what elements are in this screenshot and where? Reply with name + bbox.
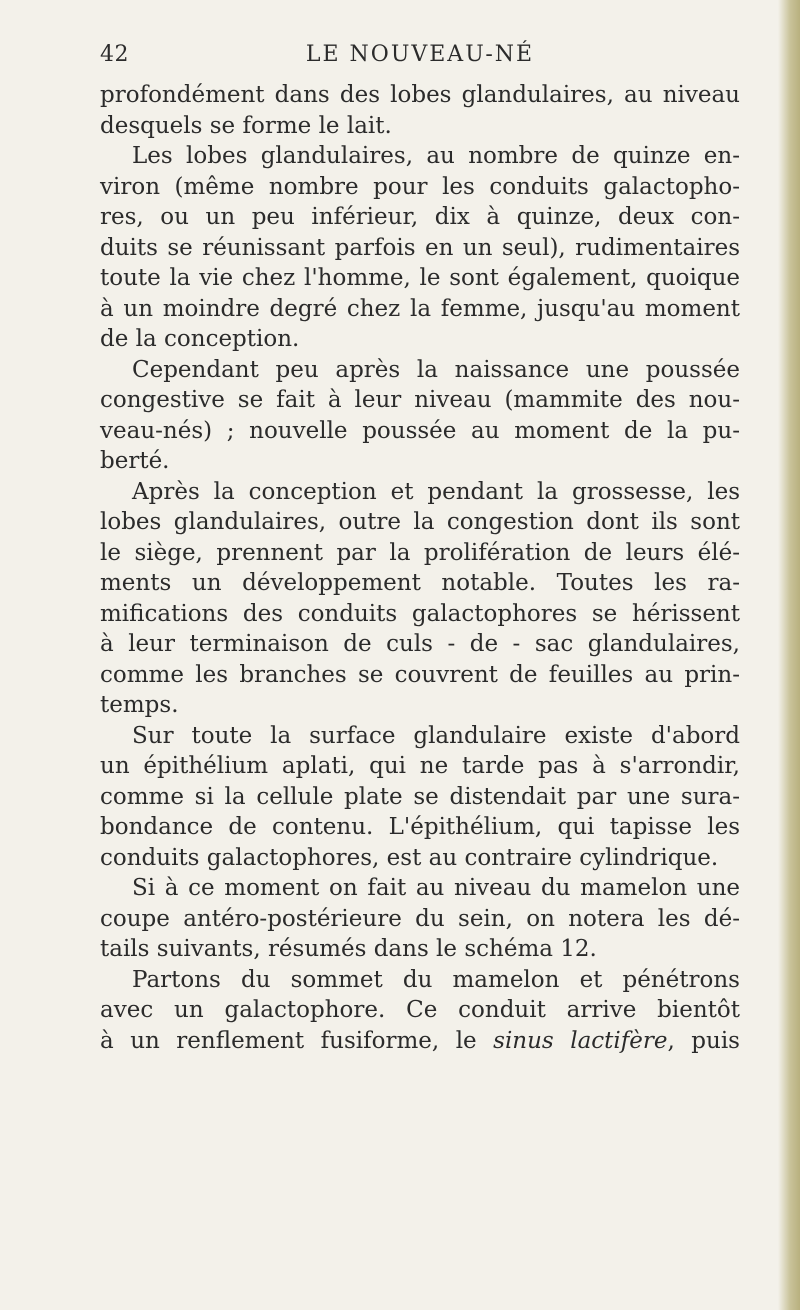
text-line: Sur toute la surface glandulaire existe d'abord: [132, 722, 740, 749]
text-line: un épithélium aplati, qui ne tarde pas à s'arrondir,: [100, 753, 740, 779]
text-line: coupe antéro-postérieure du sein, on notera les dé-: [100, 905, 740, 932]
text-line: Cependant peu après la naissance une poussée: [132, 356, 740, 383]
text-line: mifications des conduits galactophores se hérissent: [100, 600, 740, 627]
text-line: conduits galactophores, est au contraire cylindrique.: [100, 844, 719, 871]
running-title: LE NOUVEAU-NÉ: [305, 42, 535, 67]
text-line: res, ou un peu inférieur, dix à quinze, deux con-: [100, 204, 740, 230]
text-line: comme si la cellule plate se distendait par une sura-: [100, 783, 740, 810]
text-line: Après la conception et pendant la grossesse, les: [132, 478, 740, 505]
text-line: tails suivants, résumés dans le schéma 12.: [100, 936, 597, 962]
text-line: duits se réunissant parfois en un seul), rudimentaires: [100, 234, 740, 261]
text-line: veau-nés) ; nouvelle poussée au moment de la pu-: [100, 417, 740, 444]
page-header: [100, 42, 740, 82]
text-line: avec un galactophore. Ce conduit arrive bientôt: [100, 997, 740, 1023]
text-line: desquels se forme le lait.: [100, 112, 392, 139]
text-line: congestive se fait à leur niveau (mammite des nou-: [100, 387, 740, 413]
body-text: [100, 80, 740, 1056]
text-line: Partons du sommet du mamelon et pénétrons: [132, 966, 740, 993]
text-line: profondément dans des lobes glandulaires, au niveau: [100, 82, 740, 108]
text-line: bondance de contenu. L'épithélium, qui tapisse les: [100, 814, 740, 840]
text-line: ments un développement notable. Toutes les ra-: [100, 570, 740, 596]
text-line: toute la vie chez l'homme, le sont également, quoique: [100, 265, 740, 291]
text-line: [100, 1026, 740, 1057]
text-line: le siège, prennent par la prolifération de leurs élé-: [100, 539, 740, 566]
text-line: comme les branches se couvrent de feuilles au prin-: [100, 661, 740, 688]
text-line: viron (même nombre pour les conduits galactopho-: [100, 173, 740, 200]
page-number: 42: [100, 42, 129, 67]
page-edge-shadow: [778, 0, 800, 1310]
text-run: à un renflement fusiforme, le: [100, 1027, 494, 1054]
text-run: , puis: [667, 1027, 740, 1054]
text-line: Si à ce moment on fait au niveau du mamelon une: [132, 875, 740, 901]
text-line: de la conception.: [100, 326, 300, 352]
text-line: Les lobes glandulaires, au nombre de quinze en-: [132, 143, 740, 169]
text-line: à un moindre degré chez la femme, jusqu'au moment: [100, 295, 740, 322]
text-line: lobes glandulaires, outre la congestion dont ils sont: [100, 509, 740, 535]
italic-term: sinus lactifère: [493, 1027, 668, 1054]
text-line: temps.: [100, 692, 179, 718]
text-line: à leur terminaison de culs - de - sac glandulaires,: [100, 631, 740, 657]
text-line: berté.: [100, 448, 170, 474]
